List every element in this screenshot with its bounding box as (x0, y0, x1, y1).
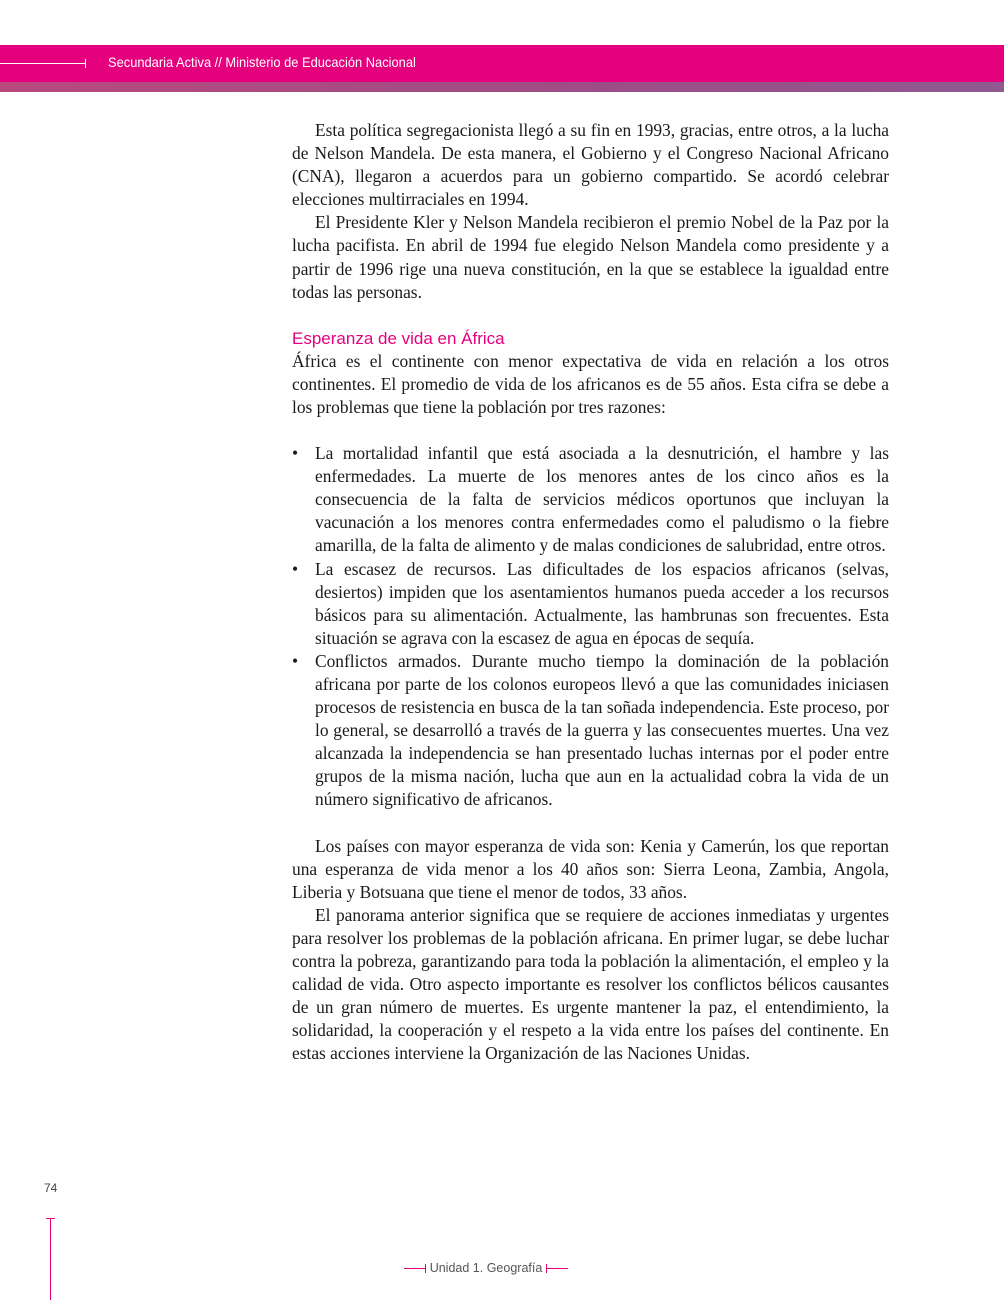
header-rule-tick (85, 59, 86, 68)
footer-dash-left (404, 1268, 426, 1269)
page-content (292, 119, 889, 1065)
margin-rule-tick (46, 1218, 55, 1219)
header-rule (0, 63, 86, 64)
bullet-icon: • (292, 650, 299, 671)
margin-rule (50, 1218, 51, 1300)
closing-paragraph-1: Los países con mayor esperanza de vida son: Kenia y Camerún, los que reportan una esperanza de vida menor a los 40 años son: Sierra Leona, Zambia, Angola, Liberia y Botsuana que tiene el menor de todos, 33 años. (292, 835, 889, 902)
header-title: Secundaria Activa // Ministerio de Educación Nacional (108, 54, 416, 70)
list-item-text: La escasez de recursos. Las dificultades de los espacios africanos (selvas, desiertos) impiden que los asentamientos humanos pueda acceder a los recursos básicos para su alimentación. Actualmente, las hambrunas son frecuentes. Esta situación se agrava con la escasez de agua en épocas de sequía. (315, 558, 889, 648)
unit-separator: . (479, 1261, 484, 1275)
closing-paragraph-2: El panorama anterior significa que se requiere de acciones inmediatas y urgentes para resolver los problemas de la población africana. En primer lugar, se debe luchar contra la pobreza, garantizando para toda la población la alimentación, el empleo y la calidad de vida. Otro aspecto importante es resolver los conflictos bélicos causantes de un gran número de muertes. Es urgente mantener la paz, el entendimiento, la solidaridad, la cooperación y el respeto a la vida entre los países del continente. En estas acciones interviene la Organización de las Naciones Unidas. (292, 904, 889, 1064)
intro-paragraph-1: Esta política segregacionista llegó a su fin en 1993, gracias, entre otros, a la lucha de Nelson Mandela. De esta manera, el Gobierno y el Congreso Nacional Africano (CNA), llegaron a acuerdos para un gobierno compartido. Se acordó celebrar elecciones multirraciales en 1994. (292, 120, 889, 210)
list-item (292, 558, 889, 650)
section-lead: África es el continente con menor expectativa de vida en relación a los otros continentes. El promedio de vida de los africanos es de 55 años. Esta cifra se debe a los problemas que tiene la población por tres razones: (292, 350, 889, 417)
intro-paragraph-2: El Presidente Kler y Nelson Mandela recibieron el premio Nobel de la Paz por la lucha pacifista. En abril de 1994 fue elegido Nelson Mandela como presidente y a partir de 1996 rige una nueva constitución, en la que se establece la igualdad entre todas las personas. (292, 212, 889, 302)
unit-subject: Geografía (486, 1261, 543, 1275)
footer-dash-right (546, 1268, 568, 1269)
section-title: Esperanza de vida en África (292, 328, 505, 348)
list-item (292, 650, 889, 812)
page-number: 74 (44, 1181, 58, 1195)
header-band-shadow (0, 82, 1004, 92)
reasons-list (292, 442, 889, 812)
unit-label: Unidad 1 (429, 1261, 480, 1275)
list-item-text: Conflictos armados. Durante mucho tiempo la dominación de la población africana por parte de los colonos europeos llevó a que las comunidades iniciasen procesos de resistencia en busca de la tan soñada independencia. Este proceso, por lo general, se desarrolló a través de la guerra y las consecuentes muertes. Una vez alcanzada la independencia se han presentado luchas internas por el poder entre grupos de la misma nación, lucha que aun en la actualidad cobra la vida de un número significativo de africanos. (315, 650, 889, 810)
list-item-text: La mortalidad infantil que está asociada a la desnutrición, el hambre y las enfermedades. La muerte de los menores antes de los cinco años es la consecuencia de la falta de servicios médicos oportunos que incluyan la vacunación a los menores contra enfermedades como el paludismo o la fiebre amarilla, de la falta de alimento y de malas condiciones de salubridad, entre otros. (315, 443, 889, 556)
bullet-icon: • (292, 558, 299, 579)
footer-unit (0, 1261, 972, 1275)
bullet-icon: • (292, 443, 299, 464)
list-item (292, 442, 889, 557)
